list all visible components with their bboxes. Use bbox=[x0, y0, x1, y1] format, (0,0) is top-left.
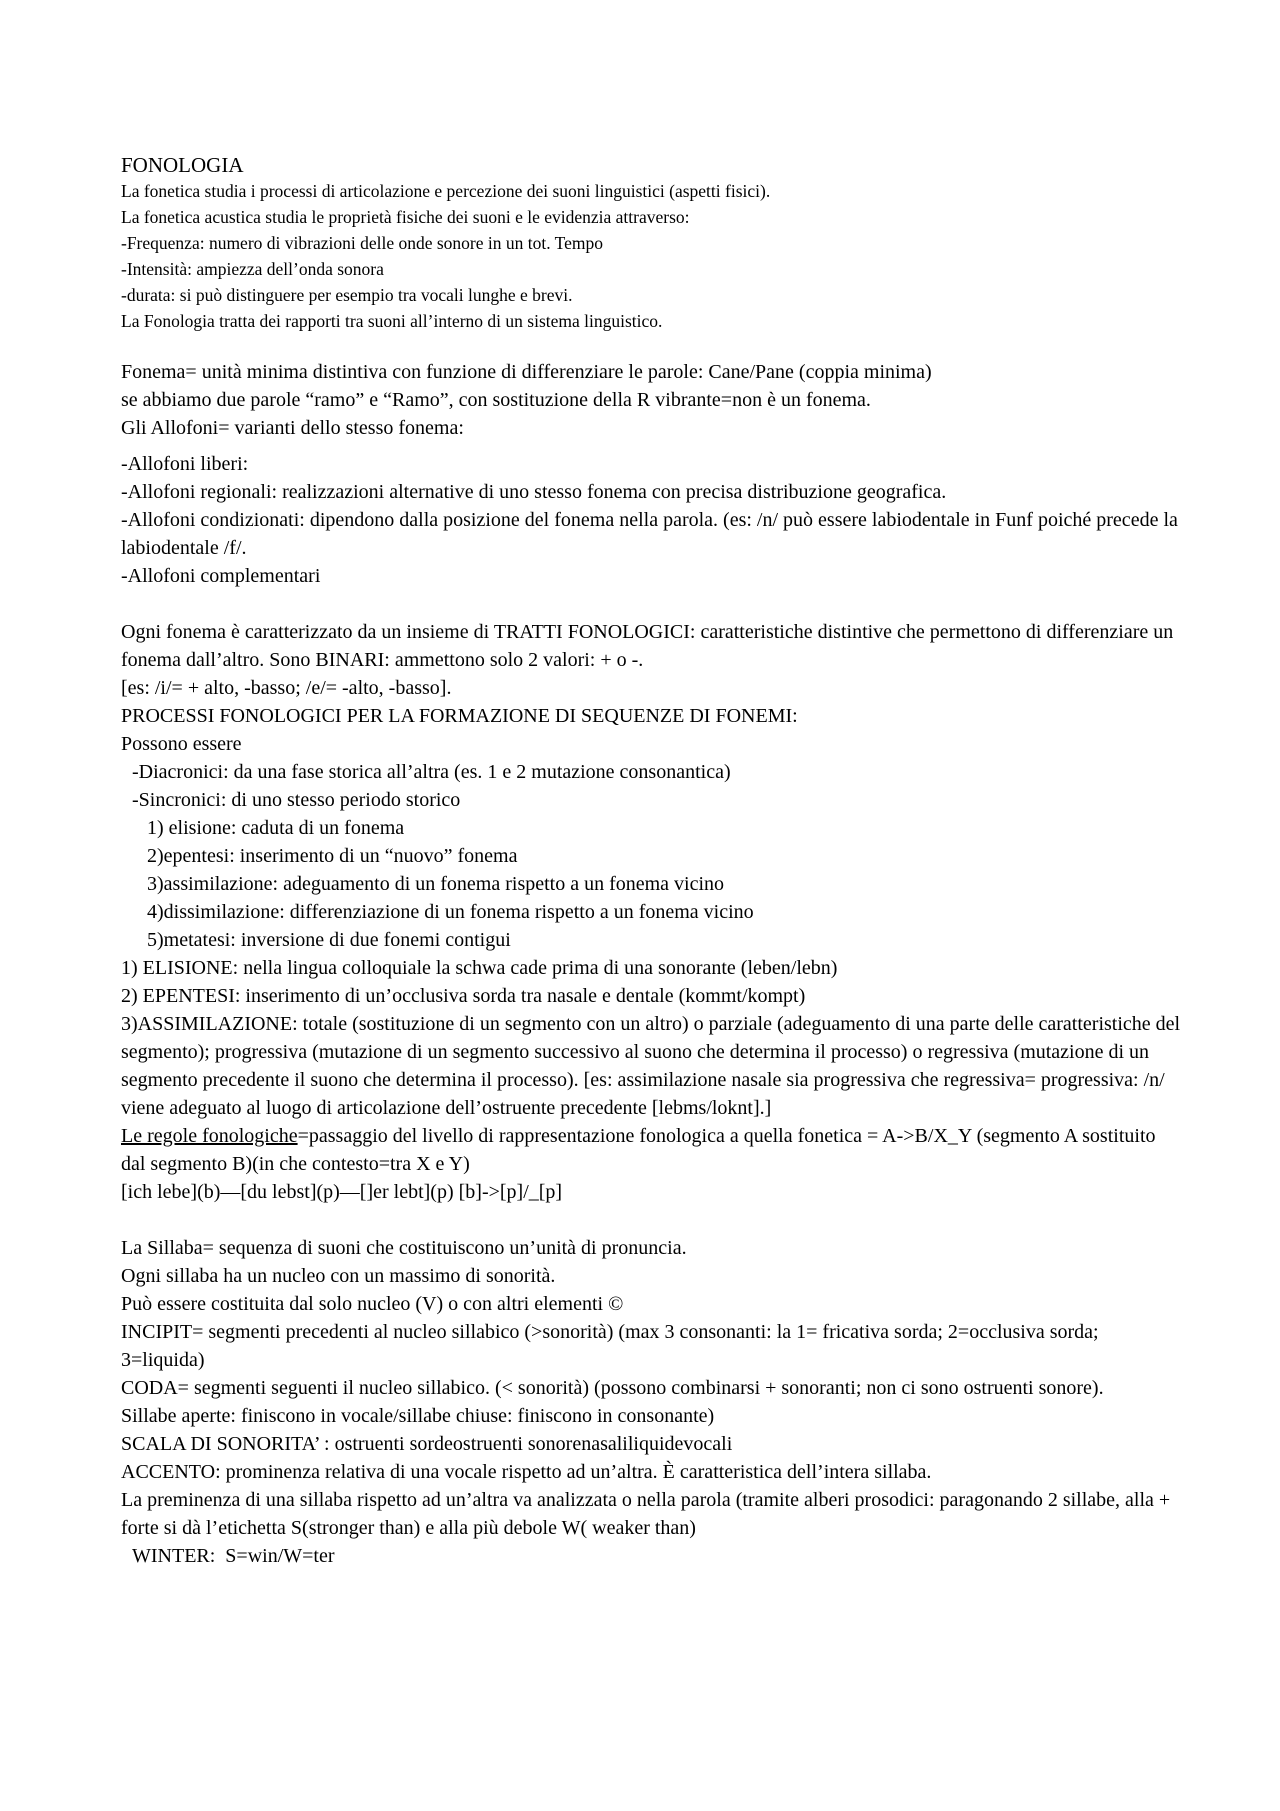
text-line: -Allofoni liberi: bbox=[121, 453, 249, 475]
list-item: -Sincronici: di uno stesso periodo storico bbox=[132, 789, 461, 811]
list-item: 3)assimilazione: adeguamento di un fonema rispetto a un fonema vicino bbox=[147, 873, 725, 895]
sillaba-section bbox=[121, 1234, 1181, 1570]
text-line: se abbiamo due parole “ramo” e “Ramo”, con sostituzione della R vibrante=non è un fonema. bbox=[121, 389, 871, 411]
list-item: 4)dissimilazione: differenziazione di un fonema rispetto a un fonema vicino bbox=[147, 901, 754, 923]
list-item: 1) elisione: caduta di un fonema bbox=[147, 817, 405, 839]
list-item: -Diacronici: da una fase storica all’altra (es. 1 e 2 mutazione consonantica) bbox=[132, 761, 731, 783]
text-line: [es: /i/= + alto, -basso; /e/= -alto, -basso]. bbox=[121, 677, 452, 699]
text-line: -Frequenza: numero di vibrazioni delle onde sonore in un tot. Tempo bbox=[121, 233, 604, 253]
text-line: [ich lebe](b)—[du lebst](p)—[]er lebt](p) [b]->[p]/_[p] bbox=[121, 1181, 563, 1203]
text-paragraph: ACCENTO: prominenza relativa di una vocale rispetto ad un’altra. È caratteristica dell’intera sillaba. bbox=[121, 1461, 932, 1483]
fonema-section bbox=[121, 358, 1181, 442]
text-line: Fonema= unità minima distintiva con funzione di differenziare le parole: Cane/Pane (coppia minima) bbox=[121, 361, 932, 383]
text-line: -Allofoni regionali: realizzazioni alternative di uno stesso fonema con precisa distribuzione geografica. bbox=[121, 481, 947, 503]
text-line: 2) EPENTESI: inserimento di un’occlusiva sorda tra nasale e dentale (kommt/kompt) bbox=[121, 985, 806, 1007]
regole-paragraph bbox=[121, 1122, 1181, 1178]
text-line: Possono essere bbox=[121, 733, 242, 755]
example-line: WINTER: S=win/W=ter bbox=[132, 1545, 335, 1567]
list-item: 5)metatesi: inversione di due fonemi contigui bbox=[147, 929, 511, 951]
text-paragraph: CODA= segmenti seguenti il nucleo sillabico. (< sonorità) (possono combinarsi + sonoranti; non ci sono ostruenti sonore). bbox=[121, 1377, 1104, 1399]
document-title: FONOLOGIA bbox=[121, 153, 244, 177]
text-line: -durata: si può distinguere per esempio tra vocali lunghe e brevi. bbox=[121, 285, 573, 305]
text-line: Sillabe aperte: finiscono in vocale/sillabe chiuse: finiscono in consonante) bbox=[121, 1405, 715, 1427]
list-item: 2)epentesi: inserimento di un “nuovo” fonema bbox=[147, 845, 518, 867]
underlined-term: Le regole fonologiche bbox=[121, 1125, 298, 1147]
document-page bbox=[121, 152, 1181, 1570]
text-line: -Intensità: ampiezza dell’onda sonora bbox=[121, 259, 384, 279]
intro-section bbox=[121, 178, 1181, 334]
section-heading: PROCESSI FONOLOGICI PER LA FORMAZIONE DI SEQUENZE DI FONEMI: bbox=[121, 705, 798, 727]
regole-text: =passaggio del livello di rappresentazione fonologica a quella fonetica = A->B/X_Y (segmento A sostituito dal segmento B)(in che contesto=tra X e Y) bbox=[121, 1125, 1156, 1175]
text-line: 1) ELISIONE: nella lingua colloquiale la schwa cade prima di una sonorante (leben/lebn) bbox=[121, 957, 838, 979]
text-line: -Allofoni complementari bbox=[121, 565, 321, 587]
text-line: La fonetica acustica studia le proprietà fisiche dei suoni e le evidenzia attraverso: bbox=[121, 207, 690, 227]
text-line: La fonetica studia i processi di articolazione e percezione dei suoni linguistici (aspetti fisici). bbox=[121, 181, 771, 201]
text-line: La Sillaba= sequenza di suoni che costituiscono un’unità di pronuncia. bbox=[121, 1237, 687, 1259]
text-line: SCALA DI SONORITA’ : ostruenti sordeostruenti sonorenasaliliquidevocali bbox=[121, 1433, 733, 1455]
text-paragraph: 3)ASSIMILAZIONE: totale (sostituzione di un segmento con un altro) o parziale (adeguamento di una parte delle caratteristiche del segmento); progressiva (mutazione di un segmento successivo al suono che determina il processo) o regressiva (mutazione di un segmento precedente il suono che determina il processo). [es: assimilazione nasale sia progressiva che regressiva= progressiva: /n/ viene adeguato al luogo di articolazione dell’ostruente precedente [lebms/loknt].] bbox=[121, 1013, 1181, 1119]
text-line: La Fonologia tratta dei rapporti tra suoni all’interno di un sistema linguistico. bbox=[121, 311, 663, 331]
allofoni-section bbox=[121, 450, 1181, 590]
text-paragraph: -Allofoni condizionati: dipendono dalla posizione del fonema nella parola. (es: /n/ può essere labiodentale in Funf poiché precede la labiodentale /f/. bbox=[121, 509, 1178, 559]
text-line: Può essere costituita dal solo nucleo (V) o con altri elementi © bbox=[121, 1293, 624, 1315]
text-line: Ogni sillaba ha un nucleo con un massimo di sonorità. bbox=[121, 1265, 556, 1287]
text-paragraph: INCIPIT= segmenti precedenti al nucleo sillabico (>sonorità) (max 3 consonanti: la 1= fricativa sorda; 2=occlusiva sorda; 3=liquida) bbox=[121, 1321, 1099, 1371]
text-paragraph: La preminenza di una sillaba rispetto ad un’altra va analizzata o nella parola (tramite alberi prosodici: paragonando 2 sillabe, alla + forte si dà l’etichetta S(stronger than) e alla più debole W( weaker than) bbox=[121, 1489, 1171, 1539]
text-line: Gli Allofoni= varianti dello stesso fonema: bbox=[121, 417, 464, 439]
text-paragraph: Ogni fonema è caratterizzato da un insieme di TRATTI FONOLOGICI: caratteristiche distintive che permettono di differenziare un fonema dall’altro. Sono BINARI: ammettono solo 2 valori: + o -. bbox=[121, 621, 1174, 671]
tratti-section bbox=[121, 618, 1181, 1206]
